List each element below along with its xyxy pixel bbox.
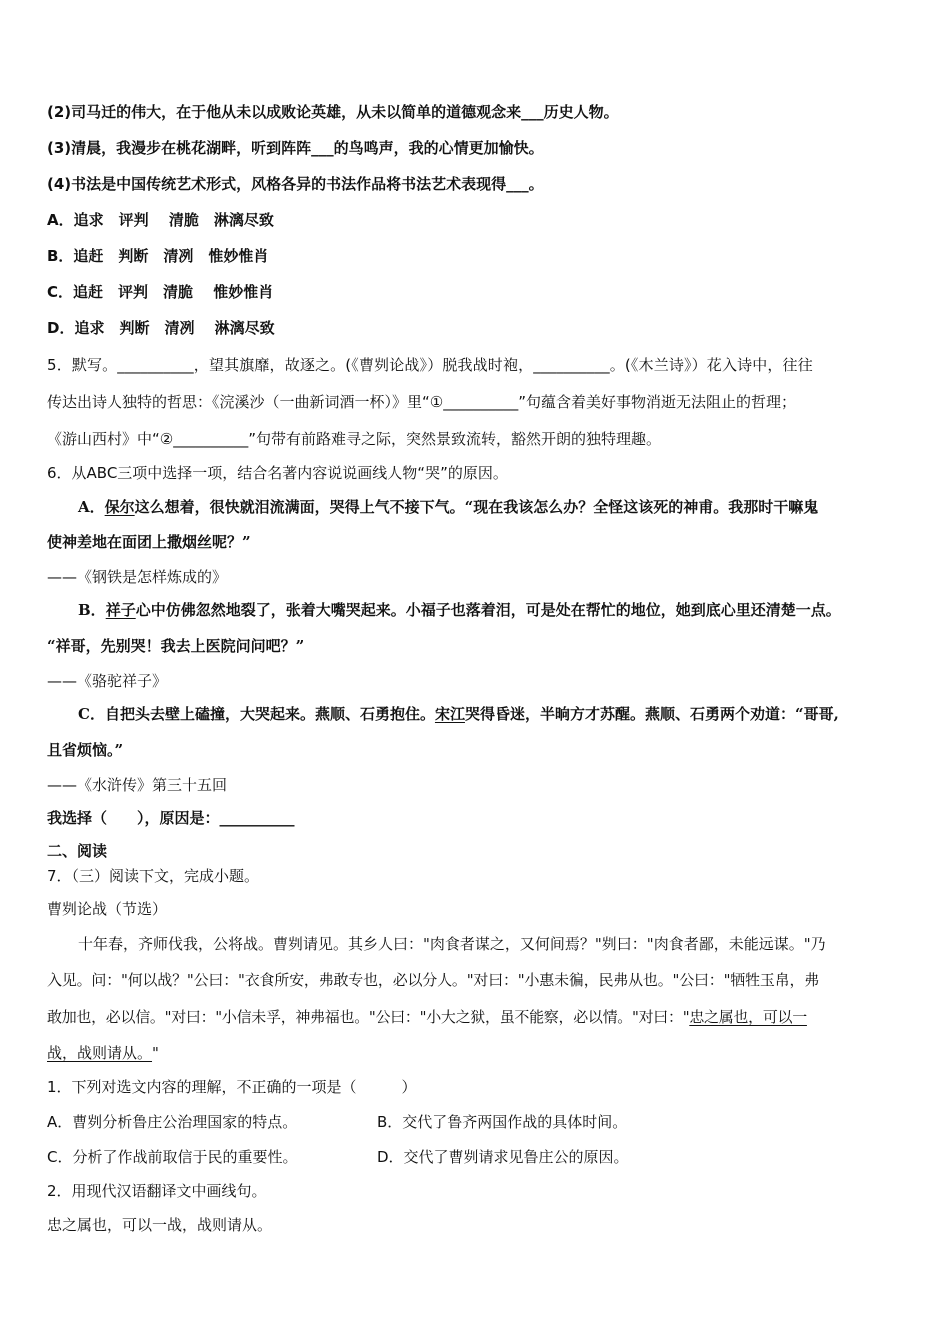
q6-option-a-text: 这么想着，很快就泪流满面，哭得上气不接下气。“现在我该怎么办？全怪这该死的神甫。我那时干嘛鬼 [134,498,819,516]
q6-option-a-source: ——《钢铁是怎样炼成的》 [47,568,228,586]
sub1-option-c: C．分析了作战前取信于民的重要性。 [47,1148,298,1166]
q6-option-c-line-2: 且省烦恼。” [47,741,124,759]
q6-answer-line: 我选择（ ），原因是：__________ [47,809,295,827]
q4-option-b: B．追赶 判断 清冽 惟妙惟肖 [47,247,269,265]
sub1-stem: 1．下列对选文内容的理解，不正确的一项是（ ） [47,1078,417,1096]
passage-line-3 [47,1007,807,1027]
passage-line-4-text: " [152,1044,159,1062]
sub2-sentence: 忠之属也，可以一战，战则请从。 [47,1216,273,1234]
q4-item-2: (2)司马迁的伟大，在于他从未以成败论英雄，从未以简单的道德观念来___历史人物。 [47,103,619,121]
q4-item-3: (3)清晨，我漫步在桃花湖畔，听到阵阵___的鸟鸣声，我的心情更加愉快。 [47,139,544,157]
q4-option-a: A．追求 评判 清脆 淋漓尽致 [47,211,274,229]
q6-option-c [78,704,839,724]
q4-option-c: C．追赶 评判 清脆 惟妙惟肖 [47,283,274,301]
passage-line-1: 十年春，齐师伐我，公将战。曹刿请见。其乡人曰："肉食者谋之，又何间焉？"刿曰："肉食者鄙，未能远谋。"乃 [78,935,826,953]
q6-option-c-text: 哭得昏迷，半晌方才苏醒。燕顺、石勇两个劝道：“哥哥, [464,705,839,723]
q6-option-b-name: 祥子 [105,601,136,619]
q6-option-b-source: ——《骆驼祥子》 [47,672,168,690]
q6-option-b-text: 心中仿佛忽然地裂了，张着大嘴哭起来。小福子也落着泪，可是处在帮忙的地位，她到底心里还清楚一点。 [135,601,841,619]
passage-line-2: 入见。问："何以战？"公曰："衣食所安，弗敢专也，必以分人。"对曰："小惠未徧，民弗从也。"公曰："牺牲玉帛，弗 [47,971,820,989]
q4-option-d: D．追求 判断 清冽 淋漓尽致 [47,319,275,337]
passage-underlined-sentence-part-2: 战，战则请从。 [47,1044,153,1062]
section-heading-reading: 二、阅读 [47,842,108,860]
passage-line-4 [47,1043,159,1063]
sub1-option-a: A．曹刿分析鲁庄公治理国家的特点。 [47,1113,298,1131]
q4-item-4: (4)书法是中国传统艺术形式，风格各异的书法作品将书法艺术表现得___。 [47,175,544,193]
q6-option-c-name: 宋江 [434,705,465,723]
q5-line-2: 传达出诗人独特的哲思：《浣溪沙（一曲新词酒一杯）》里“①__________”句蕴含着美好事物消逝无法阻止的哲理； [47,393,796,411]
sub1-option-b: B．交代了鲁齐两国作战的具体时间。 [377,1113,628,1131]
q6-option-c-source: ——《水浒传》第三十五回 [47,776,228,794]
q6-option-a-name: 保尔 [104,498,135,516]
q6-option-a-line-2: 使神差地在面团上撒烟丝呢？” [47,533,251,551]
q5-line-1: 5．默写。__________，望其旗靡，故逐之。(《曹刿论战》）脱我战时袍，__________。(《木兰诗》）花入诗中，往往 [47,356,813,374]
q6-option-a-label: A． [78,498,105,516]
q6-option-c-text-pre: C．自把头去壁上磕撞，大哭起来。燕顺、石勇抱住。 [78,705,435,723]
q6-option-b-line-2: “祥哥，先别哭！我去上医院问问吧？” [47,637,305,655]
q5-line-3: 《游山西村》中“②__________”句带有前路难寻之际，突然景致流转，豁然开朗的独特理趣。 [47,430,661,448]
q6-stem: 6．从ABC三项中选择一项，结合名著内容说说画线人物“哭”的原因。 [47,464,508,482]
sub1-option-d: D．交代了曹刿请求见鲁庄公的原因。 [377,1148,629,1166]
q6-option-b [78,600,841,620]
sub2-stem: 2．用现代汉语翻译文中画线句。 [47,1182,267,1200]
q6-option-a [78,497,818,517]
passage-line-3-text: 敢加也，必以信。"对曰："小信未孚，神弗福也。"公曰："小大之狱，虽不能察，必以情。"对曰：" [47,1008,690,1026]
passage-title: 曹刿论战（节选） [47,900,168,918]
q6-option-b-label: B． [78,601,106,619]
q7-stem: 7．（三）阅读下文，完成小题。 [47,867,260,885]
passage-underlined-sentence-part-1: 忠之属也，可以一 [689,1008,807,1026]
